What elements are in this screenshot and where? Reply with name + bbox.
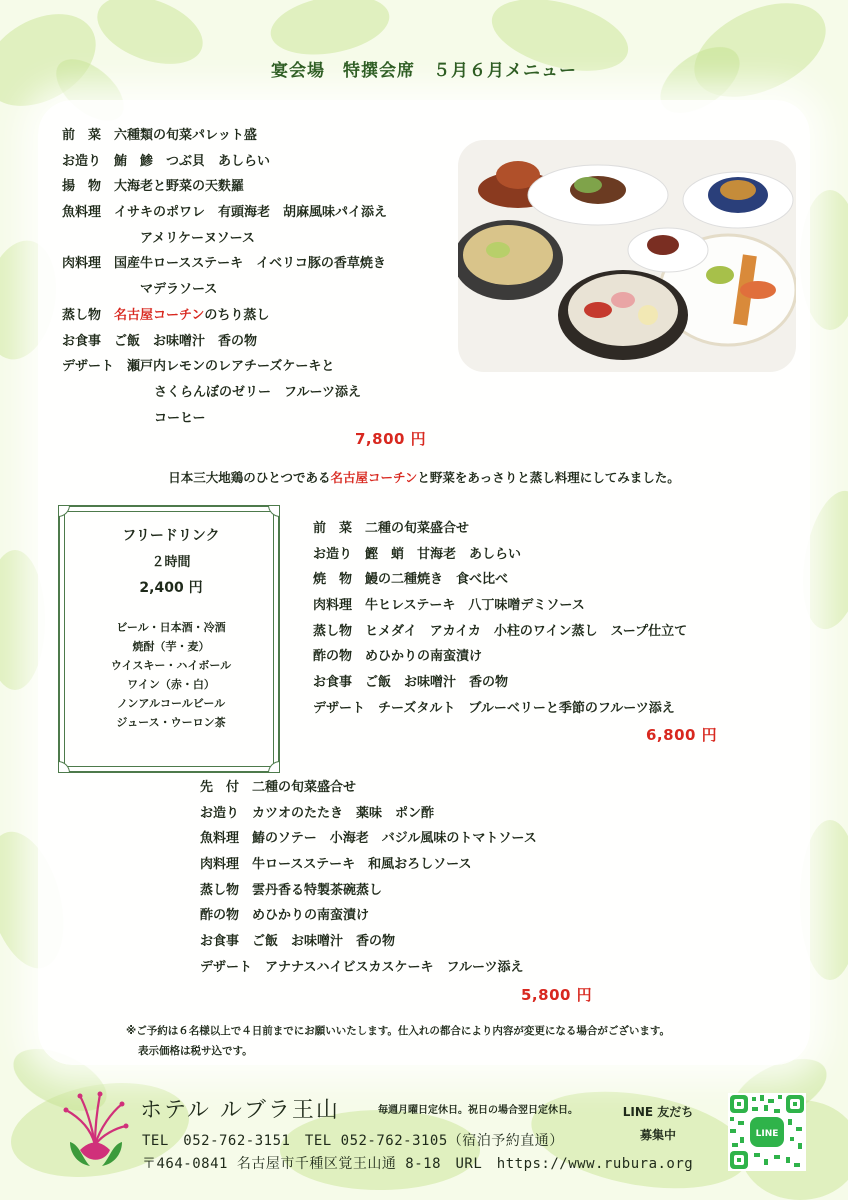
menu-item: 前 菜 六種類の旬菜パレット盛	[62, 128, 257, 143]
menu-item: 先 付 二種の旬菜盛合せ	[200, 780, 357, 795]
food-photo-illustration	[458, 140, 796, 372]
menu-item: お造り 鮪 鯵 つぶ貝 あしらい	[62, 153, 271, 169]
course-5800-price: 5,800 円	[521, 986, 593, 1004]
free-drink-title: フリードリンク	[122, 528, 220, 544]
menu-item-continued: さくらんぼのゼリー フルーツ添え	[154, 384, 361, 400]
steamed-rest: のちり蒸し	[204, 307, 270, 323]
line-recruit-label: 募集中	[639, 1128, 676, 1142]
menu-item: お造り カツオのたたき 薬味 ポン酢	[200, 805, 435, 821]
menu-item: 魚料理 イサキのポワレ 有頭海老 胡麻風味パイ添え	[62, 205, 388, 221]
steamed-label: 蒸し物	[62, 307, 115, 323]
menu-item: 魚料理 鰆のソテー 小海老 バジル風味のトマトソース	[200, 831, 537, 847]
drink-item: ジュース・ウーロン茶	[116, 716, 226, 729]
reservation-footnote: ※ご予約は６名様以上で４日前までにお願いいたします。仕入れの都合により内容が変更になる場合がございます。	[126, 1025, 671, 1037]
food-photo	[458, 140, 796, 372]
drink-item: 焼酎（芋・麦）	[132, 640, 210, 653]
telephone-line: TEL 052-762-3151 TEL 052-762-3105（宿泊予約直通）	[142, 1133, 564, 1149]
note-highlight: 名古屋コーチン	[330, 470, 418, 485]
menu-item: 肉料理 国産牛ロースステーキ イベリコ豚の香草焼き	[62, 256, 386, 272]
nagoya-cochin-note	[0, 468, 848, 486]
drink-item: ウイスキー・ハイボール	[110, 659, 232, 672]
line-friends-label: LINE 友だち	[622, 1105, 694, 1119]
menu-item: 酢の物 めひかりの南蛮漬け	[200, 908, 370, 924]
page-title: 宴会場 特撰会席 ５月６月メニュー	[271, 61, 577, 81]
menu-item: 揚 物 大海老と野菜の天麩羅	[62, 179, 245, 195]
note-text: 日本三大地鶏のひとつである	[168, 470, 331, 485]
menu-item: 蒸し物 雲丹香る特製茶碗蒸し	[200, 882, 383, 898]
course-7800-price: 7,800 円	[355, 430, 427, 448]
nagoya-cochin-highlight: 名古屋コーチン	[114, 307, 205, 323]
menu-item: デザート チーズタルト ブルーベリーと季節のフルーツ添え	[313, 700, 675, 716]
menu-item-continued: アメリケーヌソース	[140, 230, 255, 246]
menu-item: デザート アナナスハイビスカスケーキ フルーツ添え	[200, 959, 524, 975]
hotel-logo-icon	[60, 1090, 130, 1170]
drink-item: ワイン（赤・白）	[127, 678, 215, 691]
qr-line-label: LINE	[755, 1129, 779, 1139]
line-qr-code[interactable]	[728, 1093, 806, 1171]
menu-item: 肉料理 牛ロースステーキ 和風おろしソース	[200, 857, 472, 873]
menu-item-continued: マデラソース	[140, 282, 218, 298]
menu-item: お食事 ご飯 お味噌汁 香の物	[313, 675, 509, 691]
drink-item: ビール・日本酒・冷酒	[116, 621, 226, 634]
course-6800-menu	[313, 516, 687, 722]
free-drink-box	[58, 505, 280, 773]
course-7800-menu	[62, 123, 387, 431]
course-6800-price: 6,800 円	[646, 726, 718, 744]
menu-item: お食事 ご飯 お味噌汁 香の物	[62, 333, 258, 349]
menu-item: 蒸し物 ヒメダイ アカイカ 小柱のワイン蒸し スープ仕立て	[313, 623, 688, 639]
closed-day-note: 毎週月曜日定休日。祝日の場合翌日定休日。	[378, 1105, 578, 1116]
free-drink-price: 2,400 円	[139, 580, 203, 596]
menu-item: 焼 物 鰻の二種焼き 食べ比べ	[313, 572, 509, 588]
menu-item: お食事 ご飯 お味噌汁 香の物	[200, 934, 396, 950]
menu-item: デザート 瀬戸内レモンのレアチーズケーキと	[62, 359, 335, 375]
address-url-line: 〒464-0841 名古屋市千種区覚王山通 8-18 URL https://www.rubura.org	[142, 1156, 694, 1172]
menu-item-steamed	[62, 303, 387, 329]
menu-item-continued: コーヒー	[154, 410, 206, 426]
menu-item: 前 菜 二種の旬菜盛合せ	[313, 521, 470, 536]
course-5800-menu	[200, 775, 537, 981]
hotel-name: ホテル ルブラ王山	[140, 1098, 340, 1123]
tax-footnote: 表示価格は税サ込です。	[138, 1045, 253, 1057]
menu-item: 肉料理 牛ヒレステーキ 八丁味噌デミソース	[313, 598, 585, 614]
menu-item: 酢の物 めひかりの南蛮漬け	[313, 649, 483, 665]
drink-item: ノンアルコールビール	[116, 697, 226, 710]
menu-item: お造り 鰹 蛸 甘海老 あしらい	[313, 546, 522, 562]
note-text-end: と野菜をあっさりと蒸し料理にしてみました。	[417, 470, 680, 485]
free-drink-duration: ２時間	[151, 555, 191, 570]
